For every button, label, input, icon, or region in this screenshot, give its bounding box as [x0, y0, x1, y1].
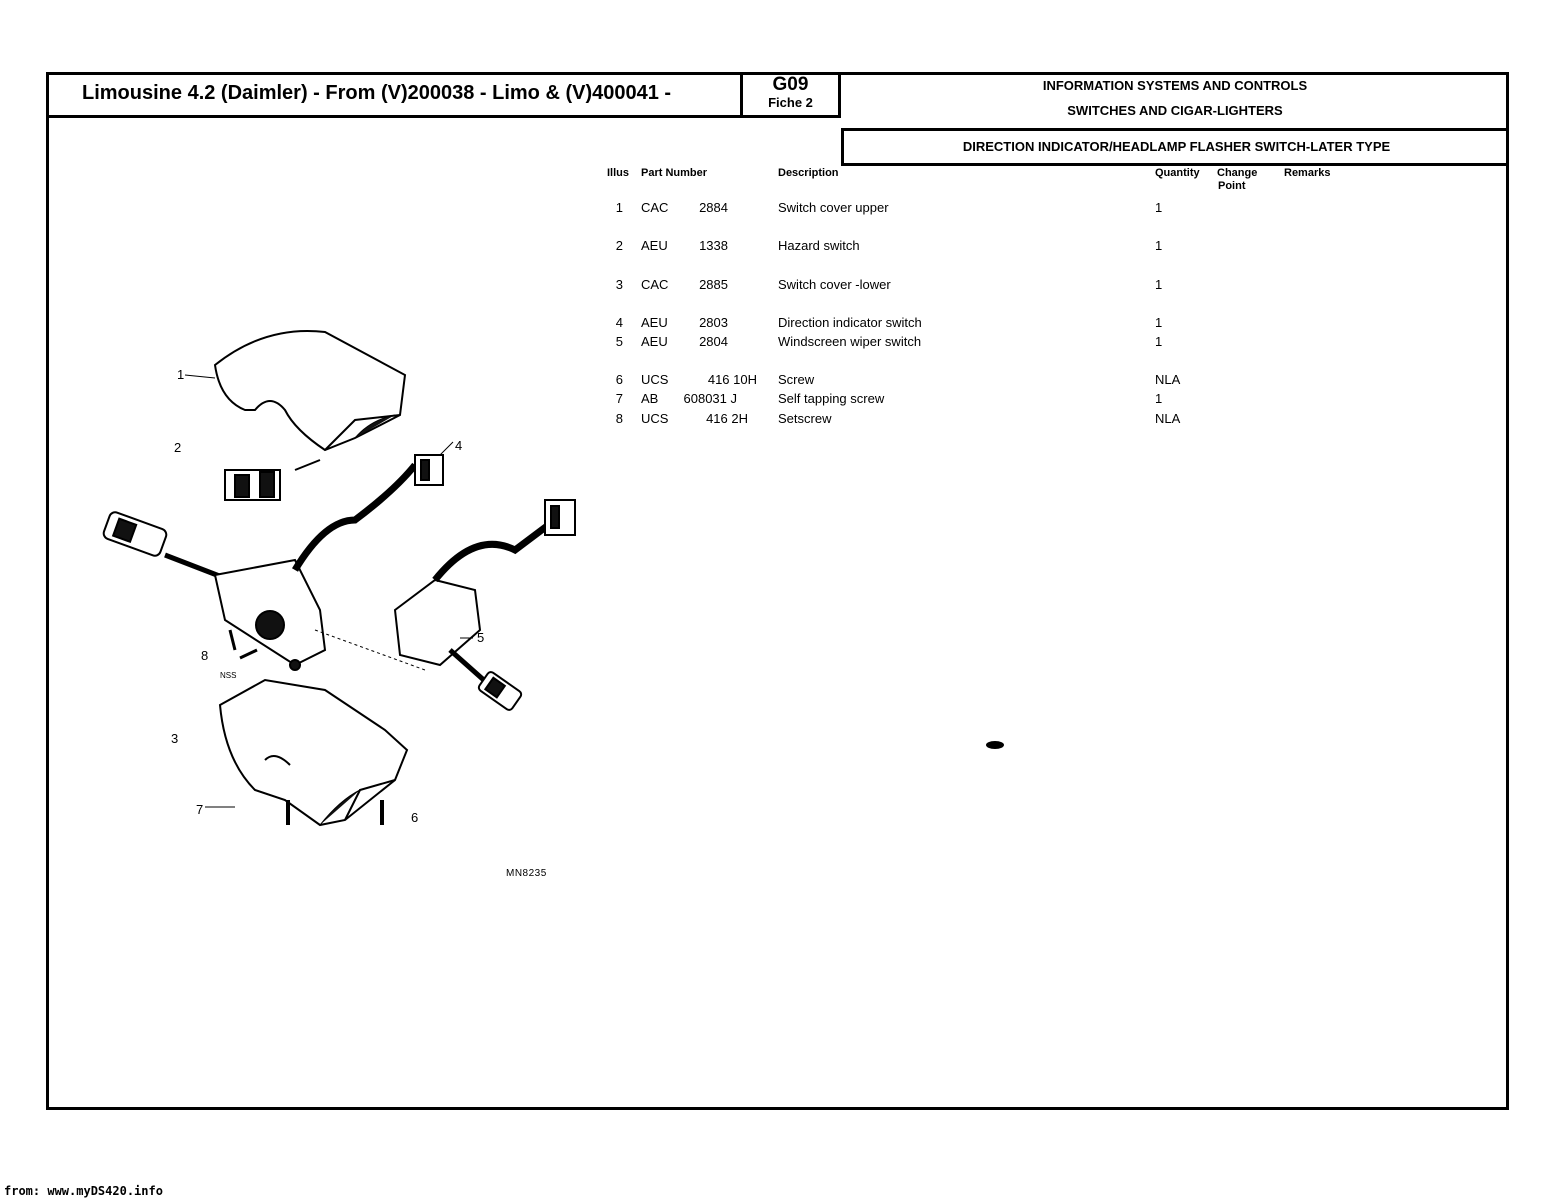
row-quantity: 1 [1155, 277, 1163, 292]
diagram-reference: MN8235 [506, 868, 547, 879]
row-number: 2884 [699, 200, 728, 215]
row-number: 1338 [699, 238, 728, 253]
section-title-box [841, 72, 1509, 131]
section-title: INFORMATION SYSTEMS AND CONTROLS [1042, 78, 1308, 93]
row-description: Direction indicator switch [778, 315, 922, 330]
row-illus: 3 [615, 277, 623, 292]
row-prefix: CAC [641, 277, 669, 292]
row-prefix: UCS [641, 411, 669, 426]
row-number: 2803 [699, 315, 728, 330]
row-description: Self tapping screw [778, 391, 885, 406]
row-illus: 2 [615, 238, 623, 253]
row-number: 416 2H [706, 411, 748, 426]
row-quantity: NLA [1155, 411, 1181, 426]
row-quantity: 1 [1155, 238, 1163, 253]
row-illus: 5 [615, 334, 623, 349]
col-change-label: Change [1217, 167, 1258, 179]
row-description: Hazard switch [778, 238, 860, 253]
row-quantity: NLA [1155, 372, 1181, 387]
callout-2: 2 [174, 440, 182, 455]
callout-3: 3 [171, 731, 179, 746]
callout-6: 6 [411, 810, 419, 825]
ink-blot [985, 740, 1005, 750]
callout-7: 7 [196, 802, 204, 817]
col-part-number: Part Number [641, 167, 708, 179]
row-illus: 7 [615, 391, 623, 406]
col-quantity: Quantity [1155, 167, 1200, 179]
row-illus: 6 [615, 372, 623, 387]
row-illus: 1 [615, 200, 623, 215]
callout-1: 1 [177, 367, 185, 382]
row-quantity: 1 [1155, 391, 1163, 406]
callout-8: 8 [201, 648, 209, 663]
row-quantity: 1 [1155, 334, 1163, 349]
callout-4: 4 [455, 438, 463, 453]
row-number: 416 10H [707, 372, 757, 387]
row-quantity: 1 [1155, 315, 1163, 330]
row-prefix: AEU [641, 238, 668, 253]
col-illus: Illus [607, 167, 630, 179]
row-prefix: CAC [641, 200, 669, 215]
callout-5: 5 [477, 630, 485, 645]
row-number: 2804 [699, 334, 728, 349]
section-subtitle: SWITCHES AND CIGAR-LIGHTERS [1067, 103, 1283, 118]
group-code: G09 [772, 74, 809, 95]
row-description: Switch cover upper [778, 200, 889, 215]
row-prefix: AB [641, 391, 659, 406]
row-illus: 8 [615, 411, 623, 426]
row-description: Switch cover -lower [778, 277, 891, 292]
row-number: 608031 J [683, 391, 737, 406]
callout-nss: NSS [220, 671, 237, 680]
row-prefix: AEU [641, 334, 668, 349]
col-description: Description [778, 167, 839, 179]
row-description: Windscreen wiper switch [778, 334, 922, 349]
footer-source: from: www.myDS420.info [4, 1184, 163, 1198]
row-prefix: UCS [641, 372, 669, 387]
row-prefix: AEU [641, 315, 668, 330]
vehicle-title: Limousine 4.2 (Daimler) - From (V)200038 - Limo & (V)400041 - [46, 72, 743, 118]
row-description: Setscrew [778, 411, 832, 426]
fiche-number: Fiche 2 [768, 95, 813, 110]
row-quantity: 1 [1155, 200, 1163, 215]
row-number: 2885 [699, 277, 728, 292]
row-description: Screw [778, 372, 815, 387]
row-illus: 4 [615, 315, 623, 330]
col-point-label: Point [1218, 180, 1246, 192]
subsection-title: DIRECTION INDICATOR/HEADLAMP FLASHER SWITCH-LATER TYPE [841, 131, 1509, 166]
col-remarks: Remarks [1284, 167, 1331, 179]
col-change-point [1217, 167, 1257, 193]
fiche-code-box [743, 72, 841, 118]
exploded-parts-diagram [95, 320, 595, 890]
